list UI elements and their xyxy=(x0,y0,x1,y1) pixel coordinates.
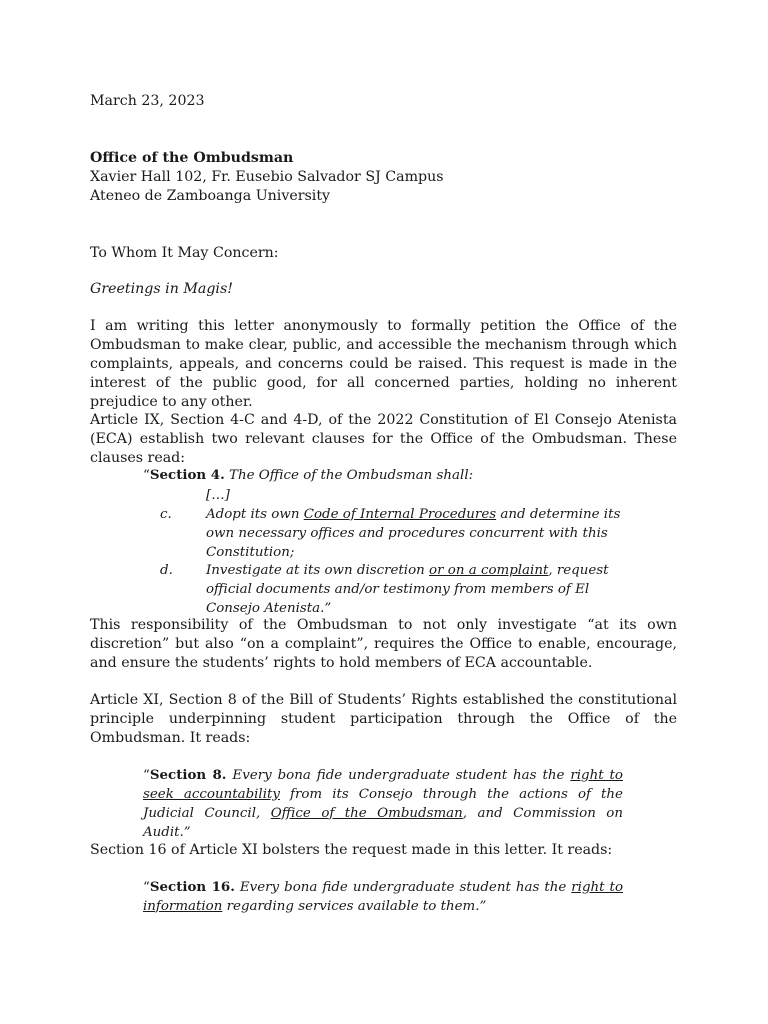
greeting: Greetings in Magis! xyxy=(90,281,233,297)
clause-c-pre: Adopt its own xyxy=(206,507,304,522)
quote-section-label: Section 8. xyxy=(149,767,227,783)
quote-section-16 xyxy=(143,878,623,916)
quote-section-8-underlined-1: right to seek accountability xyxy=(143,768,623,802)
quote-section-8-post: , and Commission on Audit.” xyxy=(143,806,623,840)
clause-d-underlined: or on a complaint xyxy=(429,563,549,578)
quote-section-label: Section 4. xyxy=(149,467,225,483)
recipient-office: Office of the Ombudsman xyxy=(90,150,294,166)
quote-ellipsis: […] xyxy=(206,488,230,503)
clause-d-pre: Investigate at its own discretion xyxy=(206,563,430,578)
clause-c-post: and determine its own necessary offices and procedures concurrent with this Constitution; xyxy=(206,507,621,560)
quote-section-4-heading xyxy=(143,466,473,485)
clause-d-post: , request official documents and/or testimony from members of El Consejo Atenista.” xyxy=(206,563,609,616)
quote-section-8 xyxy=(143,766,623,842)
quote-open-mark: “ xyxy=(143,468,150,483)
quote-section-16-post: regarding services available to them.” xyxy=(222,899,487,914)
quote-section-label: Section 16. xyxy=(149,879,235,895)
recipient-address-line-1: Xavier Hall 102, Fr. Eusebio Salvador SJ Campus xyxy=(90,169,444,185)
quote-open-mark: “ xyxy=(143,880,150,895)
clause-d-text xyxy=(206,561,636,618)
quote-section-16-pre: Every bona fide undergraduate student has the xyxy=(234,880,572,895)
paragraph-article-ix: Article IX, Section 4-C and 4-D, of the 2022 Constitution of El Consejo Atenista (ECA) establish two relevant clauses for the Office of the Ombudsman. These clauses read: xyxy=(90,412,677,466)
quote-section-8-pre: Every bona fide undergraduate student has the xyxy=(226,768,571,783)
quote-lead-text: The Office of the Ombudsman shall: xyxy=(224,468,474,483)
paragraph-petition: I am writing this letter anonymously to formally petition the Office of the Ombudsman to make clear, public, and accessible the mechanism through which complaints, appeals, and concerns could be raised. This request is made in the interest of the public good, for all concerned parties, holding no inherent prejudice to any other. xyxy=(90,318,677,410)
clause-c-underlined: Code of Internal Procedures xyxy=(303,507,497,522)
clause-c-text xyxy=(206,505,636,562)
paragraph-article-xi: Article XI, Section 8 of the Bill of Students’ Rights established the constitutional principle underpinning student participation through the Office of the Ombudsman. It reads: xyxy=(90,692,677,746)
quote-section-16-underlined: right to information xyxy=(143,880,624,914)
paragraph-ombudsman-responsibility: This responsibility of the Ombudsman to not only investigate “at its own discretion” but also “on a complaint”, requires the Office to enable, encourage, and ensure the students’ rights to hold members of ECA accountable. xyxy=(90,617,677,671)
clause-c-letter: c. xyxy=(160,507,172,522)
salutation: To Whom It May Concern: xyxy=(90,245,279,261)
recipient-address-line-2: Ateneo de Zamboanga University xyxy=(90,188,331,204)
letter-date: March 23, 2023 xyxy=(90,93,205,109)
quote-section-8-underlined-2: Office of the Ombudsman xyxy=(270,806,463,821)
paragraph-section-16: Section 16 of Article XI bolsters the request made in this letter. It reads: xyxy=(90,842,613,858)
clause-d-letter: d. xyxy=(160,563,173,578)
quote-open-mark: “ xyxy=(143,768,150,783)
quote-section-8-mid: from its Consejo through the actions of the Judicial Council, xyxy=(143,787,623,821)
